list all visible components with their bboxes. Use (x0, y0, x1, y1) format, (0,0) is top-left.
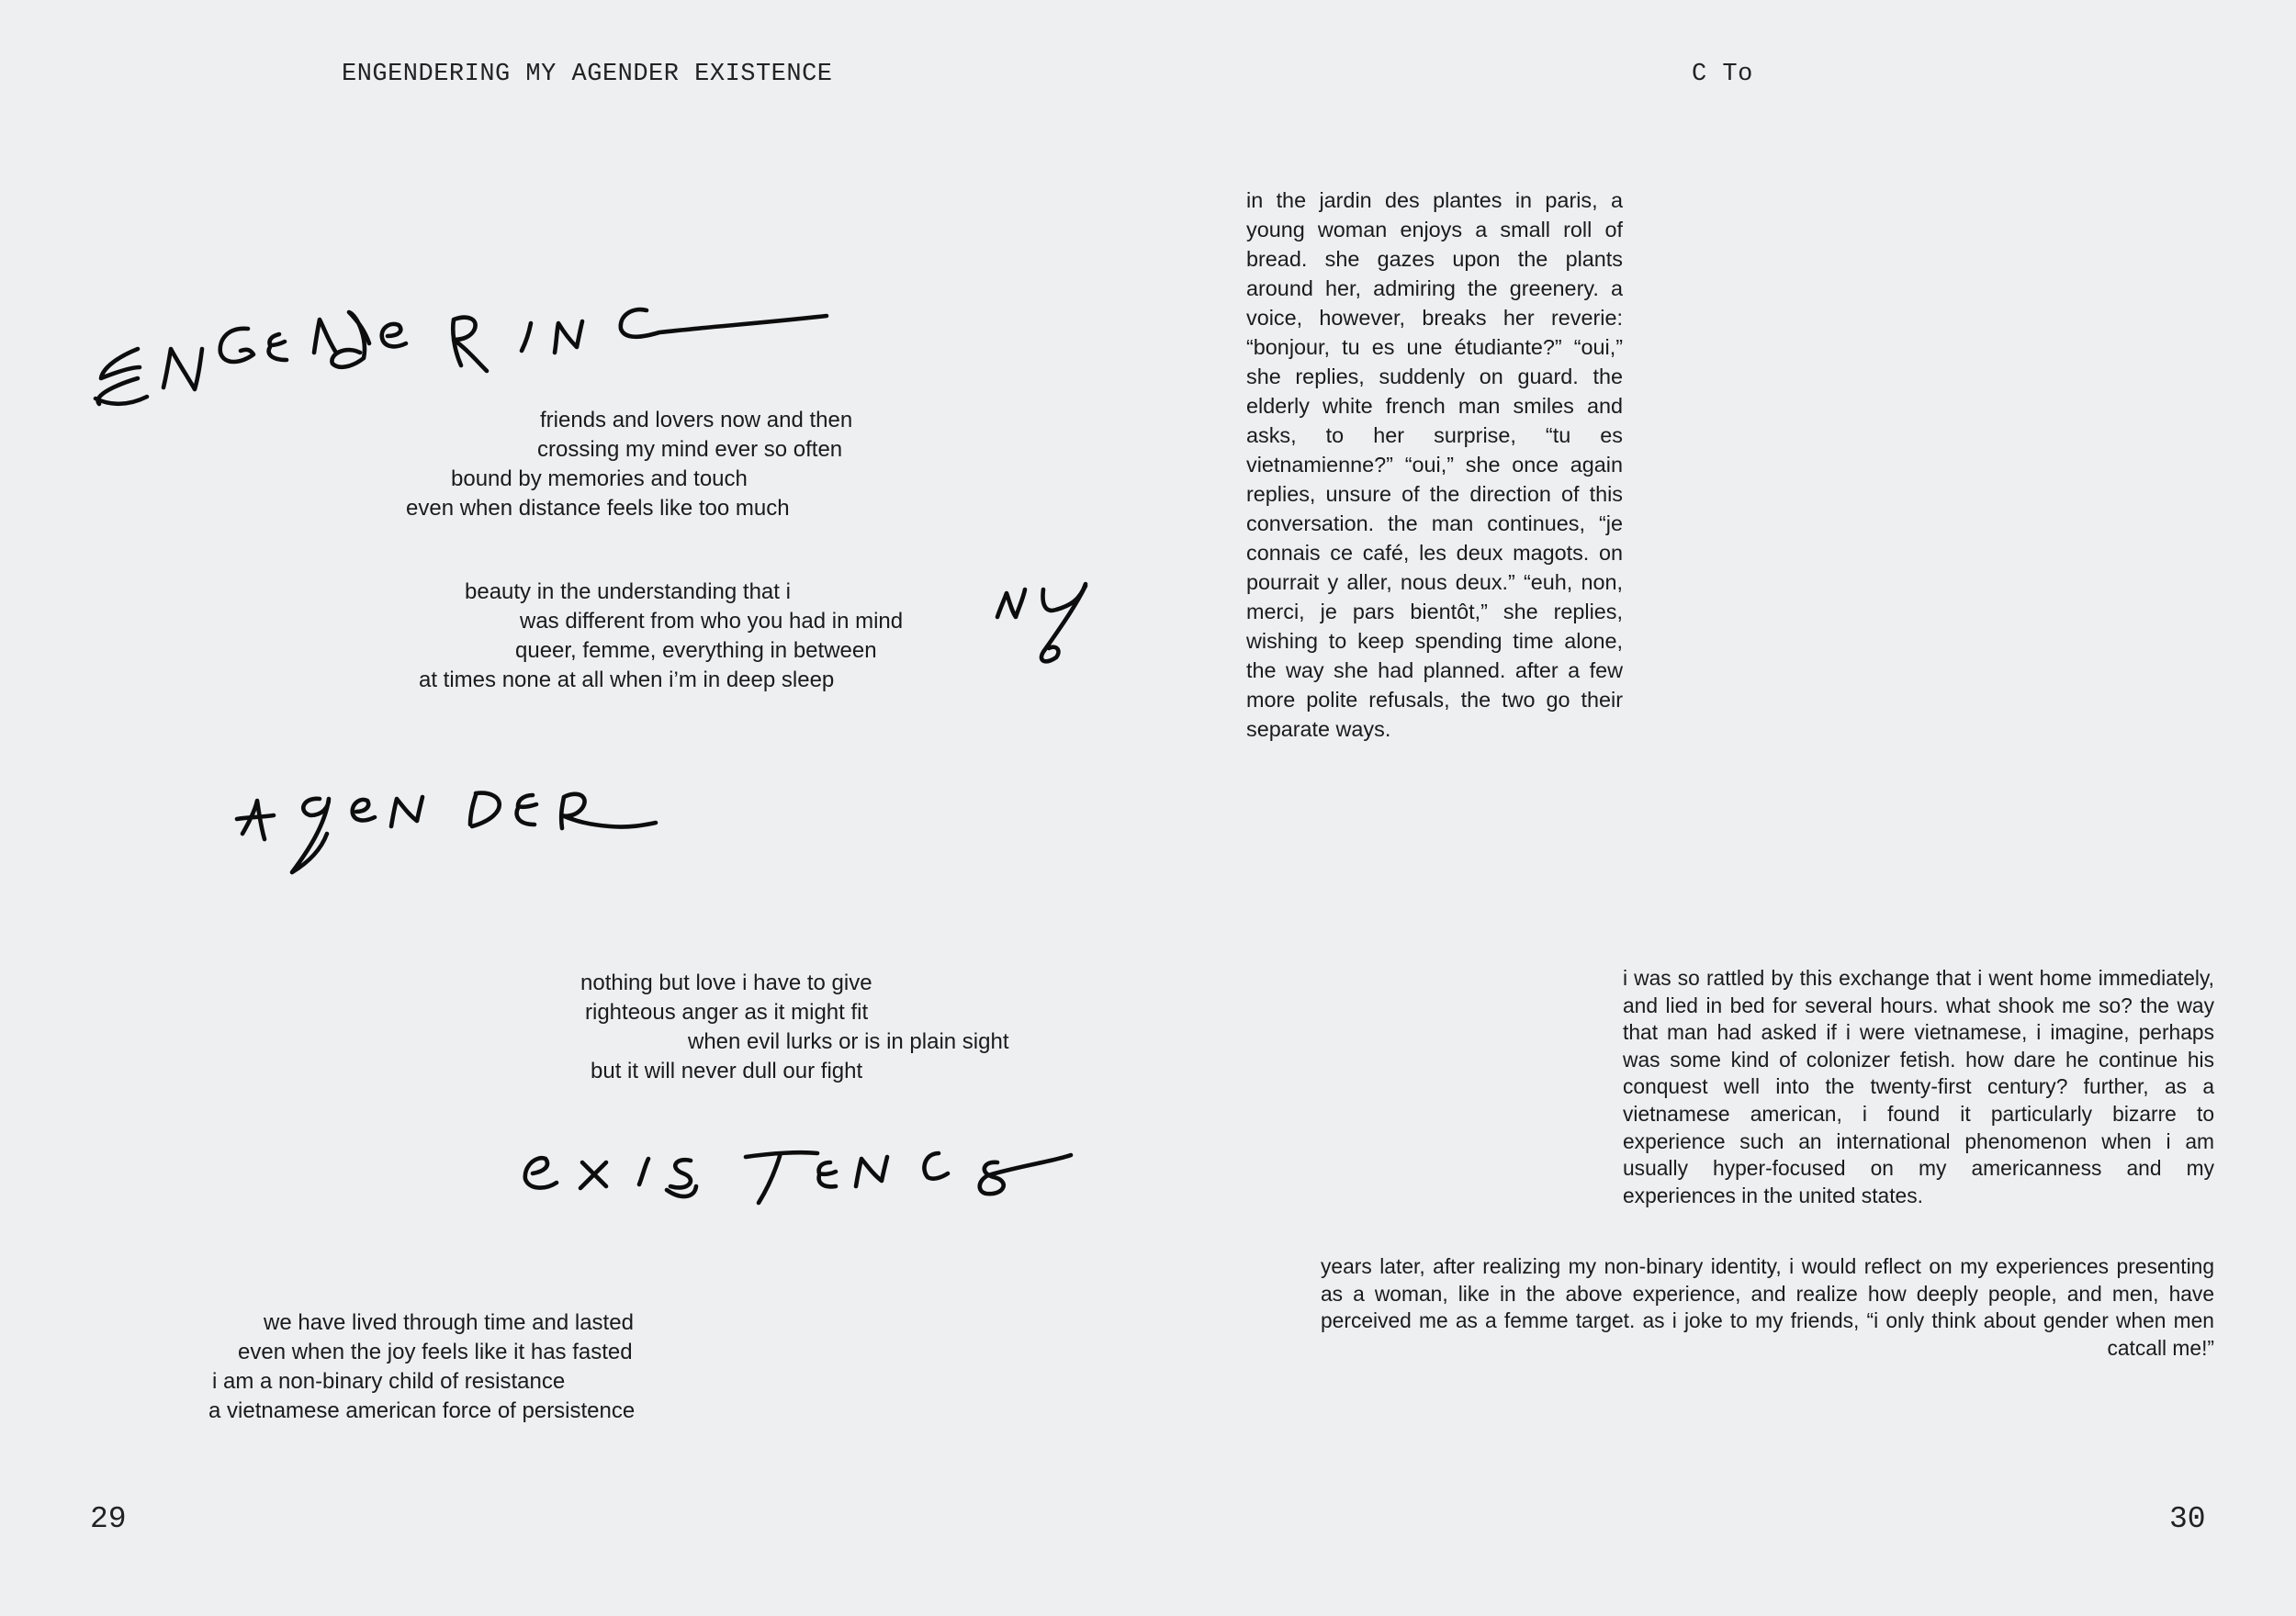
handwritten-title-existence (505, 1120, 1093, 1221)
handwritten-title-my (992, 577, 1102, 668)
poem-line: queer, femme, everything in between (515, 638, 877, 663)
prose-paragraph-1: in the jardin des plantes in paris, a young woman enjoys a small roll of bread. she gazes upon the plants around her, admiring the greenery. a voice, however, breaks her reverie: “bonjour, tu es une étudiante?” “oui,” she replies, suddenly on guard. the elderly white french man smiles and asks, to her surprise, “tu es vietnamienne?” “oui,” she once again replies, unsure of the direction of this conversation. the man continues, “je connais ce café, les deux magots. on pourrait y aller, nous deux.” “euh, non, merci, je pars bientôt,” she replies, wishing to keep spending time alone, the way she had planned. after a few more polite refusals, the two go their separate ways. (1246, 188, 1623, 741)
poem-line: even when distance feels like too much (406, 496, 790, 521)
prose-paragraph-2: i was so rattled by this exchange that i went home immediately, and lied in bed for several hours. what shook me so? the way that man had asked if i were vietnamese, i imagine, perhaps was some kind of colonizer fetish. how dare he continue his conquest well into the twenty-first century? further, as a vietnamese american, i found it particularly bizarre to experience such an international phenomenon when i am usually hyper-focused on my americanness and my experiences in the united states. (1623, 966, 2214, 1207)
poem-line: beauty in the understanding that i (465, 579, 791, 604)
right-running-header: C To (1692, 61, 1753, 88)
poem-line: nothing but love i have to give (580, 971, 872, 995)
poem-line: i am a non-binary child of resistance (212, 1369, 566, 1394)
right-page-number: 30 (2169, 1502, 2206, 1536)
left-running-header: ENGENDERING MY AGENDER EXISTENCE (342, 61, 833, 88)
poem-line: crossing my mind ever so often (537, 437, 843, 462)
poem-line: we have lived through time and lasted (264, 1310, 634, 1335)
poem-line: friends and lovers now and then (540, 408, 853, 432)
handwritten-title-engendering (83, 275, 836, 413)
poem-line: when evil lurks or is in plain sight (688, 1029, 1009, 1054)
prose-paragraph-3: years later, after realizing my non-binary identity, i would reflect on my experiences presenting as a woman, like in the above experience, and realize how deeply people, and men, have perceived me as a femme target. as i joke to my friends, “i only think about gender when men catcall me!” (1321, 1254, 2214, 1360)
poem-line: at times none at all when i’m in deep sleep (419, 668, 835, 692)
poem-line: bound by memories and touch (451, 466, 748, 491)
poem-line: a vietnamese american force of persistence (208, 1398, 636, 1423)
left-page-number: 29 (90, 1502, 127, 1536)
handwritten-title-agender (230, 769, 670, 889)
poem-line: was different from who you had in mind (520, 609, 904, 634)
poem-line: righteous anger as it might fit (585, 1000, 869, 1025)
poem-line: even when the joy feels like it has fasted (238, 1340, 633, 1364)
poem-line: but it will never dull our fight (591, 1059, 863, 1083)
